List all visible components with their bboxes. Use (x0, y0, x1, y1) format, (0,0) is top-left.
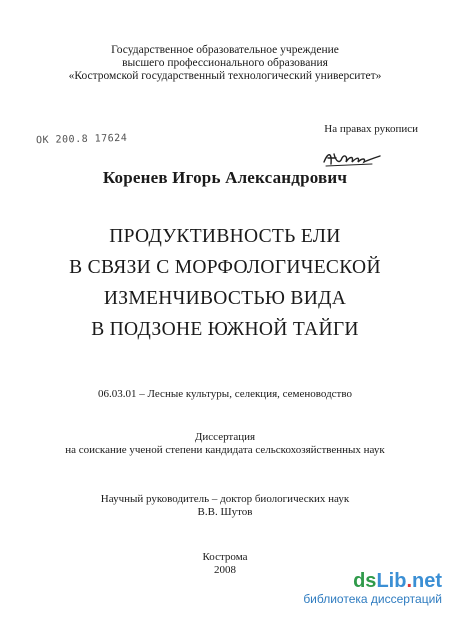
institution-line-1: Государственное образовательное учреждение (111, 44, 339, 56)
dissertation-type (0, 431, 450, 457)
dslib-watermark (303, 570, 442, 606)
watermark-subtitle: библиотека диссертаций (303, 592, 442, 606)
dissertation-title (0, 221, 450, 345)
title-line-3: ИЗМЕНЧИВОСТЬЮ ВИДА (103, 288, 347, 309)
manuscript-note: На правах рукописи (324, 123, 418, 135)
year: 2008 (214, 564, 236, 576)
dissertation-label: Диссертация (194, 431, 256, 443)
title-line-4: В ПОДЗОНЕ ЮЖНОЙ ТАЙГИ (91, 319, 359, 340)
supervisor-title: Научный руководитель – доктор биологических наук (100, 493, 350, 505)
degree-line: на соискание ученой степени кандидата сельскохозяйственных наук (65, 444, 385, 456)
institution-line-2: высшего профессионального образования (122, 57, 328, 69)
title-line-1: ПРОДУКТИВНОСТЬ ЕЛИ (109, 226, 341, 247)
archive-stamp: ОК 200.8 17624 (35, 132, 128, 147)
institution-line-3: «Костромской государственный технологический университет» (68, 70, 382, 82)
author-name: Коренев Игорь Александрович (102, 168, 348, 187)
city: Кострома (202, 551, 248, 563)
watermark-logo: dsLib.net (353, 570, 442, 592)
institution-header (0, 44, 450, 83)
supervisor-name: В.В. Шутов (197, 506, 253, 518)
title-line-2: В СВЯЗИ С МОРФОЛОГИЧЕСКОЙ (69, 257, 381, 278)
supervisor-block (0, 493, 450, 519)
specialty-code: 06.03.01 – Лесные культуры, селекция, семеноводство (98, 388, 352, 400)
